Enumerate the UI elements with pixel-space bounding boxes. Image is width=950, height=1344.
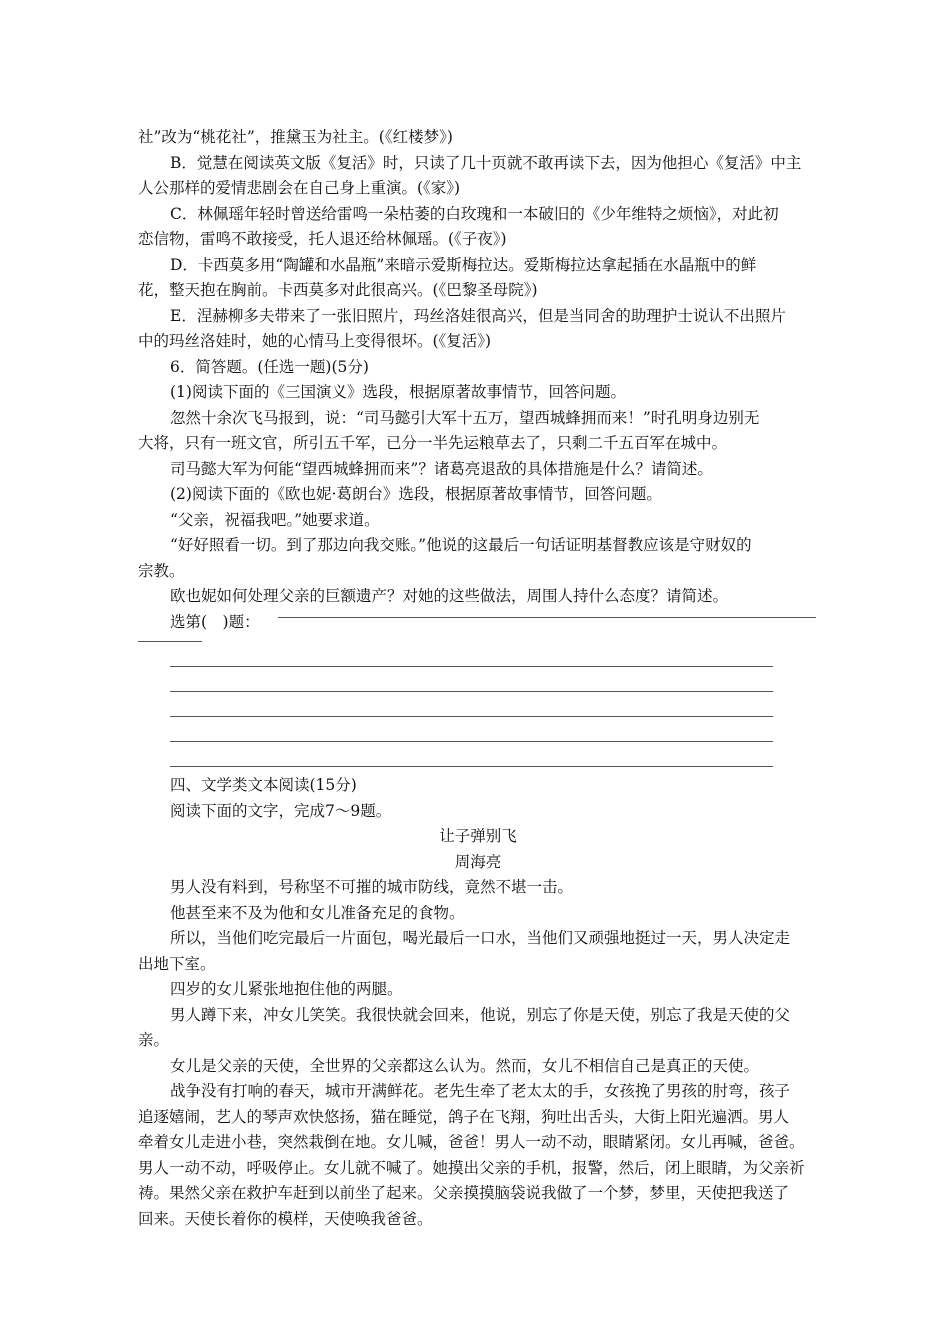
answer-line: [170, 666, 773, 667]
question-6-2-ask: 欧也妮如何处理父亲的巨额遗产？对她的这些做法，周围人持什么态度？请简述。: [170, 587, 729, 605]
question-6-heading: 6．简答题。(任选一题)(5分): [170, 358, 369, 376]
answer-line: [138, 641, 202, 642]
answer-line: [170, 741, 773, 742]
text-line: 社”改为“桃花社”，推黛玉为社主。(《红楼梦》): [138, 128, 453, 146]
story-paragraph: 男人蹲下来，冲女儿笑笑。我很快就会回来，他说，别忘了你是天使，别忘了我是天使的父: [170, 1006, 791, 1024]
text-line: 恋信物，雷鸣不敢接受，托人退还给林佩瑶。(《子夜》): [138, 230, 507, 248]
story-line: 追逐嬉闹，艺人的琴声欢快悠扬，猫在睡觉，鸽子在飞翔，狗吐出舌头，大街上阳光遍洒。男人: [138, 1108, 790, 1126]
story-paragraph: 四岁的女儿紧张地抱住他的两腿。: [170, 980, 403, 998]
text-line: 大将，只有一班文官，所引五千军，已分一半先运粮草去了，只剩二千五百军在城中。: [138, 434, 728, 452]
text-line: 宗教。: [138, 562, 185, 580]
story-line: 出地下室。: [138, 955, 216, 973]
text-line: 人公那样的爱情悲剧会在自己身上重演。(《家》): [138, 179, 461, 197]
option-d: D．卡西莫多用“陶罐和水晶瓶”来暗示爱斯梅拉达。爱斯梅拉达拿起插在水晶瓶中的鲜: [170, 256, 757, 274]
text-line: “父亲，祝福我吧。”她要求道。: [170, 511, 380, 529]
story-line: 男人一动不动，呼吸停止。女儿就不喊了。她摸出父亲的手机，报警，然后，闭上眼睛，为父亲祈: [138, 1159, 805, 1177]
answer-line: [278, 617, 816, 618]
answer-line: [170, 691, 773, 692]
text-line: 中的玛丝洛娃时，她的心情马上变得很坏。(《复活》): [138, 332, 492, 350]
question-6-2-prompt: (2)阅读下面的《欧也妮·葛朗台》选段，根据原著故事情节，回答问题。: [170, 485, 662, 503]
story-author: 周海亮: [454, 853, 502, 871]
story-paragraph: 他甚至来不及为他和女儿准备充足的食物。: [170, 904, 465, 922]
section-4-instruction: 阅读下面的文字，完成7～9题。: [170, 802, 392, 820]
text-line: “好好照看一切。到了那边向我交账。”他说的这最后一句话证明基督教应该是守财奴的: [170, 536, 752, 554]
story-line: 祷。果然父亲在救护车赶到以前坐了起来。父亲摸摸脑袋说我做了一个梦，梦里，天使把我送了: [138, 1184, 790, 1202]
story-paragraph: 男人没有料到，号称坚不可摧的城市防线，竟然不堪一击。: [170, 878, 574, 896]
option-b: B．觉慧在阅读英文版《复活》时，只读了几十页就不敢再读下去，因为他担心《复活》中主: [170, 154, 802, 172]
story-title: 让子弹别飞: [439, 827, 517, 845]
story-paragraph: 所以，当他们吃完最后一片面包，喝光最后一口水，当他们又顽强地挺过一天，男人决定走: [170, 929, 791, 947]
option-e: E．涅赫柳多夫带来了一张旧照片，玛丝洛娃很高兴，但是当同舍的助理护士说认不出照片: [170, 307, 786, 325]
section-4-heading: 四、文学类文本阅读(15分): [170, 776, 357, 794]
answer-line: [170, 716, 773, 717]
text-line: 忽然十余次飞马报到，说：“司马懿引大军十五万，望西城蜂拥而来！”时孔明身边别无: [170, 409, 760, 427]
choice-label: 选第( )题：: [170, 613, 260, 631]
question-6-1-ask: 司马懿大军为何能“望西城蜂拥而来”？诸葛亮退敌的具体措施是什么？请简述。: [170, 460, 713, 478]
question-6-1-prompt: (1)阅读下面的《三国演义》选段，根据原著故事情节，回答问题。: [170, 383, 626, 401]
story-line: 亲。: [138, 1031, 170, 1049]
story-line: 回来。天使长着你的模样，天使唤我爸爸。: [138, 1210, 433, 1228]
answer-line: [170, 766, 773, 767]
story-paragraph: 战争没有打响的春天，城市开满鲜花。老先生牵了老太太的手，女孩挽了男孩的肘弯，孩子: [170, 1082, 791, 1100]
story-line: 牵着女儿走进小巷，突然栽倒在地。女儿喊，爸爸！男人一动不动，眼睛紧闭。女儿再喊，爸爸。: [138, 1133, 805, 1151]
text-line: 花，整天抱在胸前。卡西莫多对此很高兴。(《巴黎圣母院》): [138, 281, 538, 299]
option-c: C．林佩瑶年轻时曾送给雷鸣一朵枯萎的白玫瑰和一本破旧的《少年维特之烦恼》，对此初: [170, 205, 779, 223]
story-paragraph: 女儿是父亲的天使，全世界的父亲都这么认为。然而，女儿不相信自己是真正的天使。: [170, 1057, 760, 1075]
